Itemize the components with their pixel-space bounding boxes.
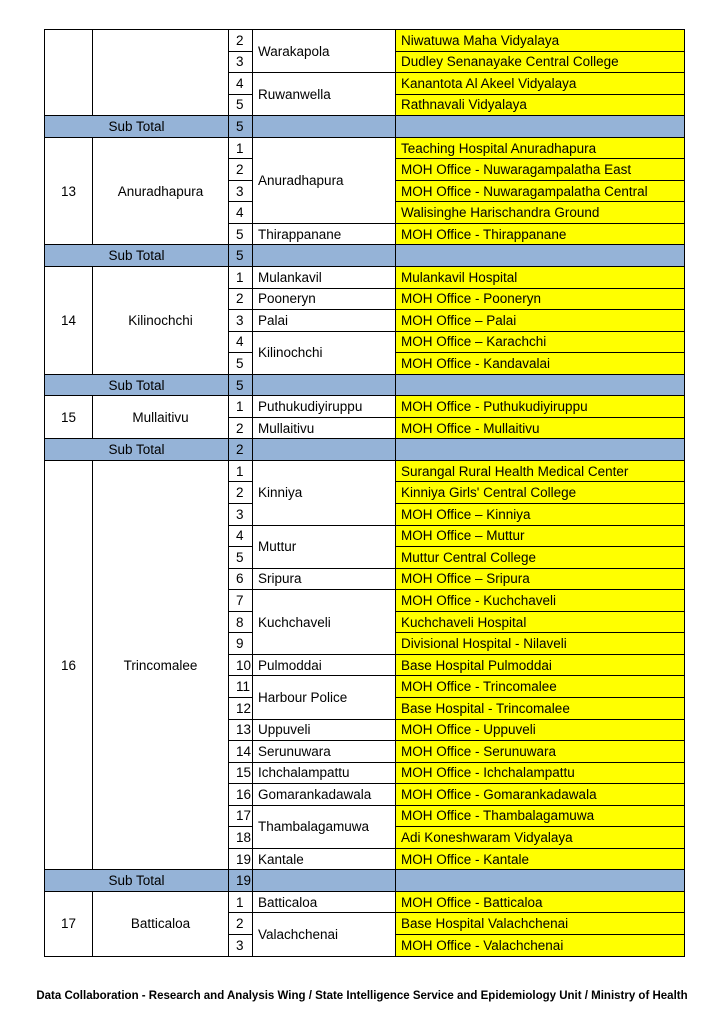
area-name-cell: Kuchchaveli: [253, 590, 396, 655]
row-number-cell: 16: [229, 784, 253, 806]
area-name-cell: Sripura: [253, 568, 396, 590]
location-cell: MOH Office - Mullaitivu: [396, 417, 685, 439]
table-row: [45, 396, 685, 418]
row-number-cell: 13: [229, 719, 253, 741]
row-number-cell: 4: [229, 73, 253, 95]
location-cell: Niwatuwa Maha Vidyalaya: [396, 30, 685, 52]
row-number-cell: 5: [229, 94, 253, 116]
row-number-cell: 4: [229, 331, 253, 353]
subtotal-value: 5: [229, 245, 253, 267]
row-number-cell: 3: [229, 180, 253, 202]
district-number-cell: 13: [45, 137, 93, 245]
row-number-cell: 19: [229, 848, 253, 870]
row-number-cell: 3: [229, 310, 253, 332]
location-cell: MOH Office - Valachchenai: [396, 934, 685, 956]
area-name-cell: Valachchenai: [253, 913, 396, 956]
footer-text: Data Collaboration - Research and Analysis Wing / State Intelligence Service and Epidemiology Unit / Ministry of Health: [36, 990, 688, 1002]
row-number-cell: 5: [229, 547, 253, 569]
row-number-cell: 12: [229, 697, 253, 719]
subtotal-empty-cell: [396, 439, 685, 461]
district-name-cell: Batticaloa: [93, 891, 229, 956]
area-name-cell: Uppuveli: [253, 719, 396, 741]
row-number-cell: 5: [229, 223, 253, 245]
subtotal-row: [45, 374, 685, 396]
location-cell: Base Hospital - Trincomalee: [396, 697, 685, 719]
location-cell: Muttur Central College: [396, 547, 685, 569]
area-name-cell: Ruwanwella: [253, 73, 396, 116]
subtotal-value: 5: [229, 374, 253, 396]
subtotal-empty-cell: [253, 116, 396, 138]
location-cell: Divisional Hospital - Nilaveli: [396, 633, 685, 655]
subtotal-empty-cell: [396, 870, 685, 892]
area-name-cell: Warakapola: [253, 30, 396, 73]
location-cell: MOH Office - Ichchalampattu: [396, 762, 685, 784]
row-number-cell: 2: [229, 482, 253, 504]
location-cell: Kuchchaveli Hospital: [396, 611, 685, 633]
table-row: [45, 137, 685, 159]
table-row: [45, 267, 685, 289]
row-number-cell: 18: [229, 827, 253, 849]
subtotal-empty-cell: [396, 116, 685, 138]
area-name-cell: Kinniya: [253, 460, 396, 525]
row-number-cell: 4: [229, 202, 253, 224]
district-name-cell: Mullaitivu: [93, 396, 229, 439]
subtotal-empty-cell: [253, 870, 396, 892]
area-name-cell: Serunuwara: [253, 741, 396, 763]
locations-table: [44, 29, 685, 957]
subtotal-row: [45, 439, 685, 461]
location-cell: MOH Office - Kandavalai: [396, 353, 685, 375]
row-number-cell: 3: [229, 934, 253, 956]
row-number-cell: 15: [229, 762, 253, 784]
subtotal-label: Sub Total: [45, 116, 229, 138]
location-cell: MOH Office – Palai: [396, 310, 685, 332]
area-name-cell: Mulankavil: [253, 267, 396, 289]
row-number-cell: 3: [229, 51, 253, 73]
area-name-cell: Thambalagamuwa: [253, 805, 396, 848]
district-number-cell: 14: [45, 267, 93, 375]
area-name-cell: Puthukudiyiruppu: [253, 396, 396, 418]
area-name-cell: Thirappanane: [253, 223, 396, 245]
location-cell: Mulankavil Hospital: [396, 267, 685, 289]
subtotal-value: 2: [229, 439, 253, 461]
row-number-cell: 11: [229, 676, 253, 698]
subtotal-empty-cell: [253, 374, 396, 396]
area-name-cell: Pulmoddai: [253, 654, 396, 676]
location-cell: MOH Office – Kinniya: [396, 504, 685, 526]
row-number-cell: 3: [229, 504, 253, 526]
location-cell: Rathnavali Vidyalaya: [396, 94, 685, 116]
district-name-cell: Kilinochchi: [93, 267, 229, 375]
location-cell: Adi Koneshwaram Vidyalaya: [396, 827, 685, 849]
row-number-cell: 1: [229, 137, 253, 159]
location-cell: MOH Office - Gomarankadawala: [396, 784, 685, 806]
area-name-cell: Gomarankadawala: [253, 784, 396, 806]
location-cell: MOH Office - Kuchchaveli: [396, 590, 685, 612]
subtotal-row: [45, 116, 685, 138]
locations-table-body: [45, 30, 685, 957]
district-number-cell: 16: [45, 460, 93, 869]
district-name-cell: Anuradhapura: [93, 137, 229, 245]
location-cell: MOH Office - Trincomalee: [396, 676, 685, 698]
area-name-cell: Anuradhapura: [253, 137, 396, 223]
row-number-cell: 17: [229, 805, 253, 827]
row-number-cell: 10: [229, 654, 253, 676]
location-cell: MOH Office - Puthukudiyiruppu: [396, 396, 685, 418]
subtotal-empty-cell: [253, 245, 396, 267]
row-number-cell: 1: [229, 267, 253, 289]
row-number-cell: 2: [229, 159, 253, 181]
location-cell: Surangal Rural Health Medical Center: [396, 460, 685, 482]
table-row: [45, 460, 685, 482]
district-number-cell: 15: [45, 396, 93, 439]
subtotal-label: Sub Total: [45, 245, 229, 267]
area-name-cell: Mullaitivu: [253, 417, 396, 439]
location-cell: Walisinghe Harischandra Ground: [396, 202, 685, 224]
row-number-cell: 1: [229, 396, 253, 418]
area-name-cell: Muttur: [253, 525, 396, 568]
location-cell: MOH Office - Nuwaragampalatha Central: [396, 180, 685, 202]
location-cell: Kinniya Girls' Central College: [396, 482, 685, 504]
row-number-cell: 9: [229, 633, 253, 655]
district-name-cell: [93, 30, 229, 116]
location-cell: MOH Office - Batticaloa: [396, 891, 685, 913]
location-cell: Teaching Hospital Anuradhapura: [396, 137, 685, 159]
location-cell: MOH Office - Thambalagamuwa: [396, 805, 685, 827]
area-name-cell: Kilinochchi: [253, 331, 396, 374]
row-number-cell: 2: [229, 913, 253, 935]
location-cell: MOH Office - Nuwaragampalatha East: [396, 159, 685, 181]
location-cell: MOH Office – Karachchi: [396, 331, 685, 353]
location-cell: Base Hospital Pulmoddai: [396, 654, 685, 676]
area-name-cell: Pooneryn: [253, 288, 396, 310]
table-row: [45, 891, 685, 913]
area-name-cell: Harbour Police: [253, 676, 396, 719]
location-cell: MOH Office – Muttur: [396, 525, 685, 547]
location-cell: MOH Office - Pooneryn: [396, 288, 685, 310]
subtotal-row: [45, 870, 685, 892]
row-number-cell: 5: [229, 353, 253, 375]
area-name-cell: Ichchalampattu: [253, 762, 396, 784]
location-cell: Dudley Senanayake Central College: [396, 51, 685, 73]
subtotal-empty-cell: [396, 245, 685, 267]
row-number-cell: 1: [229, 460, 253, 482]
location-cell: Kanantota Al Akeel Vidyalaya: [396, 73, 685, 95]
row-number-cell: 2: [229, 417, 253, 439]
subtotal-label: Sub Total: [45, 374, 229, 396]
row-number-cell: 2: [229, 288, 253, 310]
location-cell: MOH Office - Thirappanane: [396, 223, 685, 245]
row-number-cell: 14: [229, 741, 253, 763]
subtotal-empty-cell: [396, 374, 685, 396]
subtotal-value: 5: [229, 116, 253, 138]
area-name-cell: Palai: [253, 310, 396, 332]
table-row: [45, 30, 685, 52]
location-cell: MOH Office - Uppuveli: [396, 719, 685, 741]
row-number-cell: 8: [229, 611, 253, 633]
subtotal-label: Sub Total: [45, 870, 229, 892]
row-number-cell: 2: [229, 30, 253, 52]
row-number-cell: 7: [229, 590, 253, 612]
subtotal-empty-cell: [253, 439, 396, 461]
location-cell: MOH Office - Kantale: [396, 848, 685, 870]
subtotal-value: 19: [229, 870, 253, 892]
subtotal-label: Sub Total: [45, 439, 229, 461]
area-name-cell: Batticaloa: [253, 891, 396, 913]
district-number-cell: [45, 30, 93, 116]
row-number-cell: 4: [229, 525, 253, 547]
location-cell: MOH Office - Serunuwara: [396, 741, 685, 763]
location-cell: Base Hospital Valachchenai: [396, 913, 685, 935]
district-name-cell: Trincomalee: [93, 460, 229, 869]
district-number-cell: 17: [45, 891, 93, 956]
location-cell: MOH Office – Sripura: [396, 568, 685, 590]
subtotal-row: [45, 245, 685, 267]
area-name-cell: Kantale: [253, 848, 396, 870]
row-number-cell: 1: [229, 891, 253, 913]
row-number-cell: 6: [229, 568, 253, 590]
